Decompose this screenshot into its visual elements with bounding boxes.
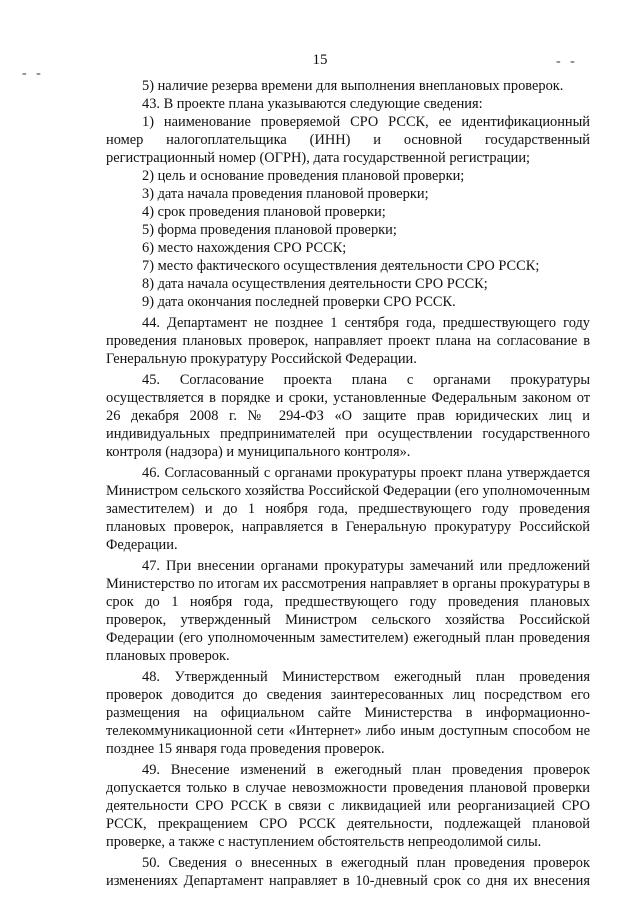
list-item-8: 8) дата начала осуществления деятельности СРО РССК; [142,276,488,292]
list-item-5: 5) форма проведения плановой проверки; [142,222,397,238]
clause-45: 45. Согласование проекта плана с органами прокуратуры осуществляется в порядке и сроки, установленные Федеральным законом от 26 декабря 2008 г. № 294-ФЗ «О защите прав юридических лиц и индивидуальных предпринимателей при осуществлении государственного контроля (надзора) и муниципального контроля». [106,372,590,460]
list-item-4: 4) срок проведения плановой проверки; [142,204,386,220]
scan-mark-right: - - [556,54,578,69]
clause-50: 50. Сведения о внесенных в ежегодный план проведения проверок изменениях Департамент направляет в 10-дневный срок со дня их внесения [106,855,590,889]
clause-43: 43. В проекте плана указываются следующие сведения: [142,96,483,112]
list-item-1: 1) наименование проверяемой СРО РССК, ее идентификационный номер налогоплательщика (ИНН) и основной государственный регистрационный номер (ОГРН), дата государственной регистрации; [106,114,590,166]
page-number: 15 [312,52,328,68]
list-item-3: 3) дата начала проведения плановой проверки; [142,186,429,202]
list-item-5-reserve: 5) наличие резерва времени для выполнения внеплановых проверок. [142,78,564,94]
clause-49: 49. Внесение изменений в ежегодный план проведения проверок допускается только в случае невозможности проведения плановой проверки деятельности СРО РССК в связи с ликвидацией или реорганизацией СРО РССК, прекращением СРО РССК деятельности, подлежащей плановой проверке, а также с наступлением обстоятельств непреодолимой силы. [106,762,590,850]
clause-46: 46. Согласованный с органами прокуратуры проект плана утверждается Министром сельского хозяйства Российской Федерации (его уполномоченным заместителем) и до 1 ноября года, предшествующего году проведения плановых проверок, направляется в Генеральную прокуратуру Российской Федерации. [106,465,590,553]
list-item-9: 9) дата окончания последней проверки СРО РССК. [142,294,456,310]
scan-mark-left: - - [22,66,44,81]
clause-47: 47. При внесении органами прокуратуры замечаний или предложений Министерство по итогам их рассмотрения направляет в органы прокуратуры в срок до 1 ноября года, предшествующего году проведения плановых проверок, утвержденный Министром сельского хозяйства Российской Федерации (его уполномоченным заместителем) ежегодный план проведения плановых проверок. [106,558,590,664]
list-item-6: 6) место нахождения СРО РССК; [142,240,347,256]
list-item-2: 2) цель и основание проведения плановой проверки; [142,168,465,184]
clause-44: 44. Департамент не позднее 1 сентября года, предшествующего году проведения плановых проверок, направляет проект плана на согласование в Генеральную прокуратуру Российской Федерации. [106,315,590,367]
document-body [106,77,590,890]
clause-48: 48. Утвержденный Министерством ежегодный план проведения проверок доводится до сведения заинтересованных лиц посредством его размещения на официальном сайте Министерства в информационно-телекоммуникационной сети «Интернет» либо иным доступным способом не позднее 15 января года проведения проверок. [106,669,590,757]
list-item-7: 7) место фактического осуществления деятельности СРО РССК; [142,258,540,274]
